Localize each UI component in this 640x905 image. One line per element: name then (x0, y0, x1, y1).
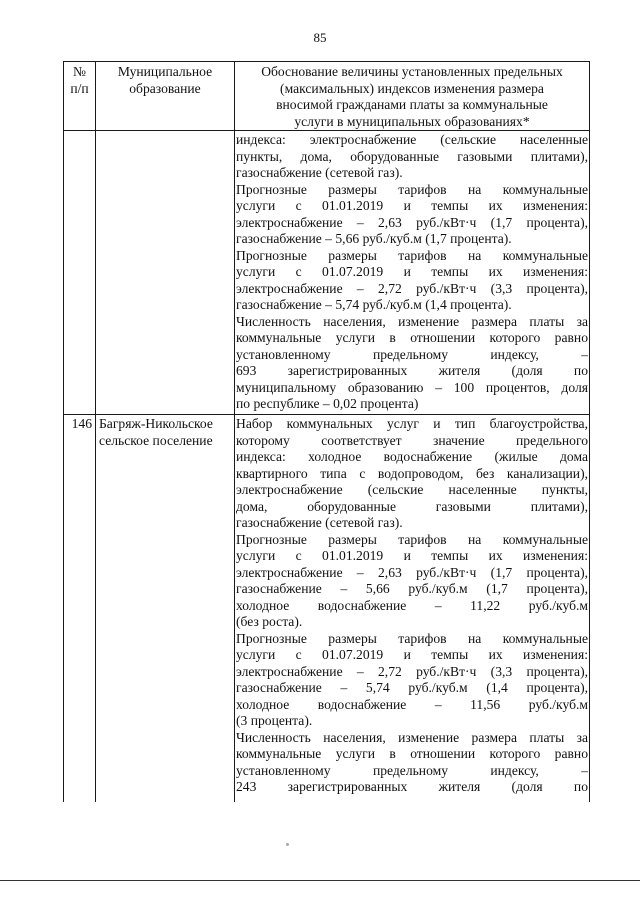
row-146-num: 146 (71, 416, 92, 431)
text-line: 243 зарегистрированных жителя (доля по (236, 779, 588, 794)
row-146-justification (236, 416, 588, 796)
municipality-line: сельское поселение (99, 432, 213, 448)
text-line: газоснабжение – 5,74 руб./куб.м (1,4 процента). (236, 297, 512, 312)
text-line: пункты, дома, оборудованные газовыми плитами), (236, 148, 588, 164)
text-line: электроснабжение – 2,72 руб./кВт·ч (3,3 процента), (236, 663, 588, 679)
header-justification-line: услуги в муниципальных образованиях* (294, 113, 530, 129)
header-municipality-line: образование (129, 80, 201, 96)
text-line: холодное водоснабжение – 11,56 руб./куб.м (236, 696, 588, 712)
header-separator (63, 130, 590, 131)
scan-speck (286, 843, 289, 846)
header-num-line: п/п (70, 80, 89, 96)
text-line: газоснабжение (сетевой газ). (236, 165, 403, 180)
text-line: газоснабжение – 5,66 руб./куб.м (1,7 процента). (236, 231, 512, 246)
header-num (64, 61, 95, 130)
header-num-line: № (73, 64, 86, 79)
text-line: муниципальному образованию – 100 процентов, доля (236, 379, 588, 395)
text-line: услуги с 01.07.2019 и темпы их изменения: (236, 647, 588, 662)
text-line: электроснабжение (сельские населенные пункты, (236, 482, 588, 497)
page-bottom-rule (0, 880, 640, 881)
tariff-table (63, 61, 590, 802)
column-divider-2 (234, 61, 235, 802)
text-line: электроснабжение – 2,63 руб./кВт·ч (1,7 процента), (236, 214, 588, 230)
text-line: (3 процента). (236, 713, 313, 728)
text-line: электроснабжение – 2,72 руб./кВт·ч (3,3 процента), (236, 280, 588, 296)
text-line: холодное водоснабжение – 11,22 руб./куб.м (236, 597, 588, 613)
header-justification (235, 61, 589, 130)
text-line: газоснабжение – 5,66 руб./куб.м (1,7 процента), (236, 581, 588, 596)
row-separator (63, 414, 590, 415)
text-line: установленному предельному индексу, – (236, 762, 588, 778)
header-justification-line: (максимальных) индексов изменения размера (280, 80, 544, 96)
text-line: электроснабжение – 2,63 руб./кВт·ч (1,7 процента), (236, 564, 588, 580)
text-line: 693 зарегистрированных жителя (доля по (236, 363, 588, 378)
text-line: Прогнозные размеры тарифов на коммунальные (236, 247, 588, 263)
text-line: по республике – 0,02 процента) (236, 396, 419, 411)
text-line: Набор коммунальных услуг и тип благоустройства, (236, 416, 588, 431)
text-line: Прогнозные размеры тарифов на коммунальные (236, 531, 588, 547)
page-number: 85 (313, 30, 327, 45)
row-146-municipality (96, 416, 233, 449)
text-line: Прогнозные размеры тарифов на коммунальные (236, 630, 588, 646)
text-line: индекса: холодное водоснабжение (жилые дома (236, 449, 588, 464)
text-line: коммунальные услуги в отношении которого равно (236, 746, 588, 761)
text-line: Численность населения, изменение размера платы за (236, 729, 588, 745)
header-justification-line: вносимой гражданами платы за коммунальные (276, 97, 548, 112)
text-line: Численность населения, изменение размера платы за (236, 313, 588, 329)
row-continued-justification (236, 132, 588, 413)
text-line: услуги с 01.01.2019 и темпы их изменения: (236, 198, 588, 213)
text-line: услуги с 01.01.2019 и темпы их изменения: (236, 548, 588, 563)
header-justification-line: Обоснование величины установленных предельных (261, 64, 563, 79)
text-line: которому соответствует значение предельного (236, 432, 588, 448)
text-line: газоснабжение (сетевой газ). (236, 515, 403, 530)
text-line: установленному предельному индексу, – (236, 346, 588, 362)
text-line: дома, оборудованные газовыми плитами), (236, 498, 588, 514)
text-line: квартирного типа с водопроводом, без канализации), (236, 465, 588, 481)
header-municipality-line: Муниципальное (117, 64, 213, 79)
municipality-line: Багряж-Никольское (99, 416, 213, 431)
table-border-right (589, 61, 590, 802)
text-line: индекса: электроснабжение (сельские населенные (236, 132, 588, 147)
text-line: Прогнозные размеры тарифов на коммунальные (236, 181, 588, 197)
text-line: газоснабжение – 5,74 руб./куб.м (1,4 процента), (236, 680, 588, 695)
text-line: (без роста). (236, 614, 303, 629)
text-line: коммунальные услуги в отношении которого равно (236, 330, 588, 345)
text-line: услуги с 01.07.2019 и темпы их изменения: (236, 264, 588, 279)
header-municipality (96, 61, 234, 130)
